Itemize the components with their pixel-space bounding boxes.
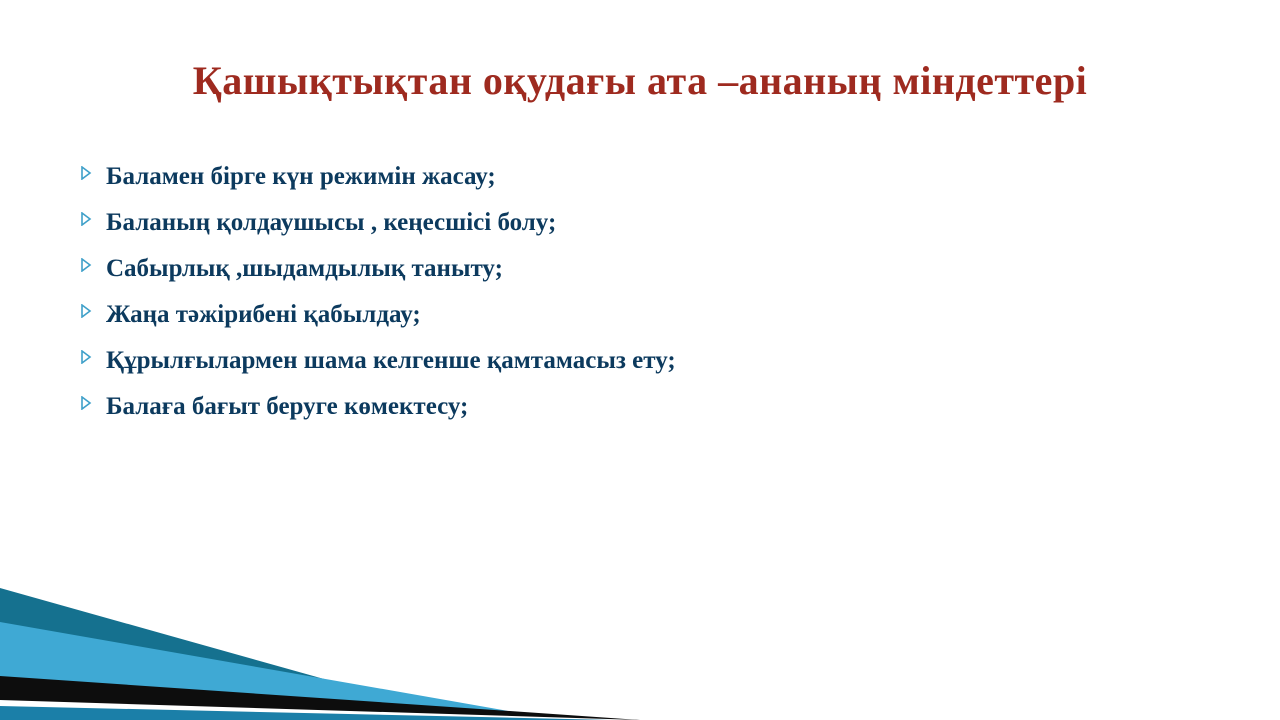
triangle-bullet-icon [80, 344, 106, 364]
list-item-label: Баланың қолдаушысы , кеңесшісі болу; [106, 209, 557, 236]
list-item-label: Сабырлық ,шыдамдылық таныту; [106, 255, 503, 282]
list-item [80, 298, 1200, 332]
list-item [80, 160, 1200, 194]
bullet-list [80, 160, 1200, 436]
list-item-label: Балаға бағыт беруге көмектесу; [106, 393, 469, 420]
list-item [80, 206, 1200, 240]
triangle-bullet-icon [80, 298, 106, 318]
bottom-left-banner [0, 580, 640, 720]
list-item [80, 390, 1200, 424]
list-item-label: Құрылғылармен шама келгенше қамтамасыз ету; [106, 347, 676, 374]
triangle-bullet-icon [80, 252, 106, 272]
list-item-label: Жаңа тәжірибені қабылдау; [106, 301, 421, 328]
page-title: Қашықтықтан оқудағы ата –ананың міндеттері [192, 58, 1088, 103]
list-item-label: Баламен бірге күн режимін жасау; [106, 163, 496, 190]
triangle-bullet-icon [80, 206, 106, 226]
triangle-bullet-icon [80, 160, 106, 180]
list-item [80, 252, 1200, 286]
triangle-bullet-icon [80, 390, 106, 410]
list-item [80, 344, 1200, 378]
